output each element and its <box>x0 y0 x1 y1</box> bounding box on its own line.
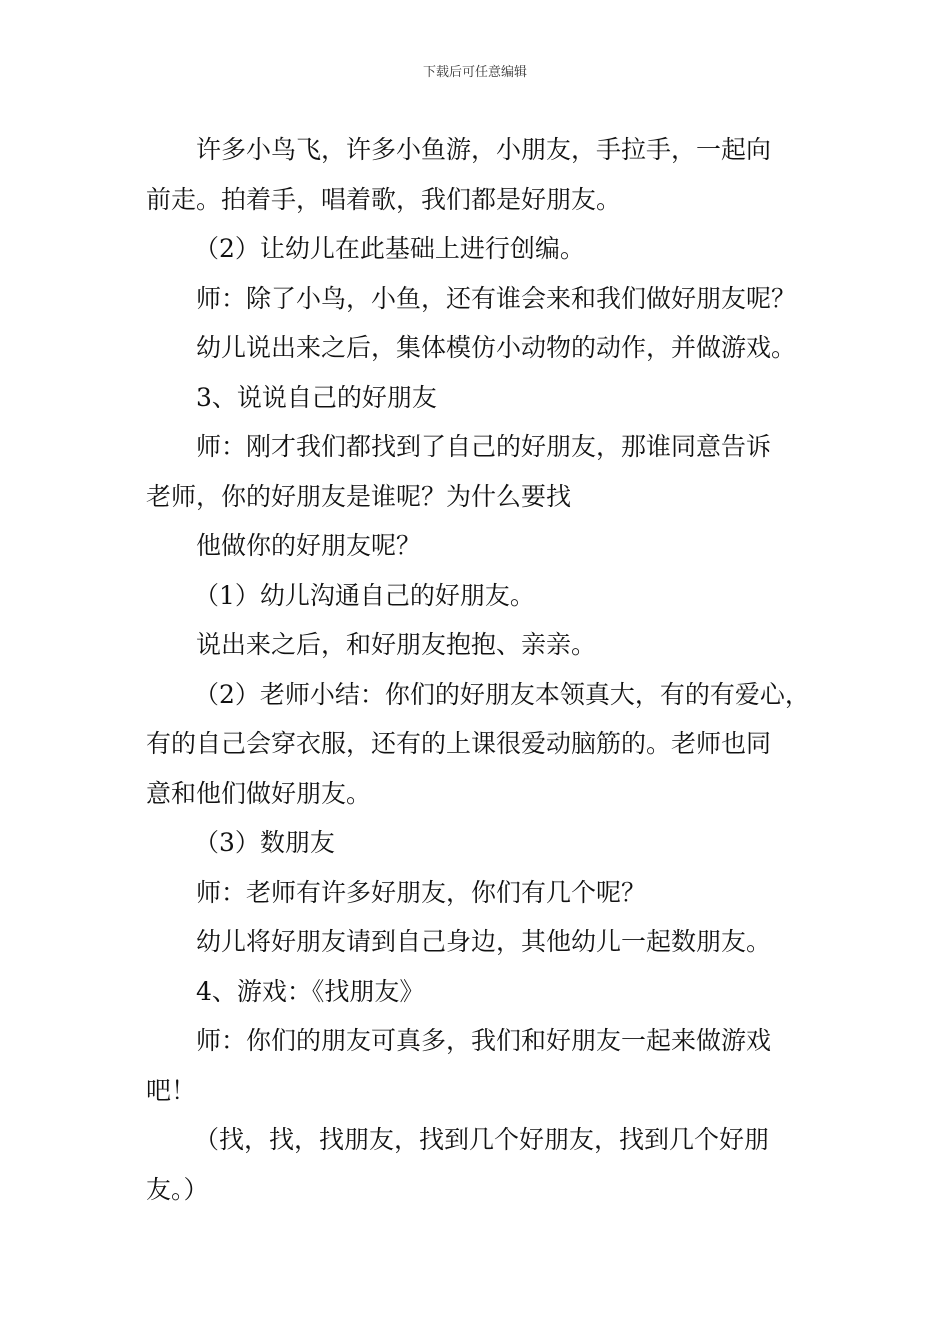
text-line: 许多小鸟飞，许多小鱼游，小朋友，手拉手，一起向 <box>196 135 772 164</box>
text-line: 吧！ <box>146 1075 197 1105</box>
header-note: 下载后可任意编辑 <box>422 65 527 80</box>
text-line: 说出来之后，和好朋友抱抱、亲亲。 <box>196 630 597 659</box>
text-line: （找，找，找朋友，找到几个好朋友，找到几个好朋 <box>194 1125 770 1154</box>
text-line: 师：刚才我们都找到了自己的好朋友，那谁同意告诉 <box>196 432 772 461</box>
text-line: 幼儿将好朋友请到自己身边，其他幼儿一起数朋友。 <box>196 927 772 956</box>
text-line: 有的自己会穿衣服，还有的上课很爱动脑筋的。老师也同 <box>146 729 772 758</box>
text-line: 前走。拍着手，唱着歌，我们都是好朋友。 <box>146 184 622 214</box>
document-body <box>146 125 831 1214</box>
section-heading: 3、说说自己的好朋友 <box>196 382 437 412</box>
section-heading: 4、游戏：《找朋友》 <box>196 976 425 1006</box>
text-line: 意和他们做好朋友。 <box>146 778 372 808</box>
text-line: 师：除了小鸟，小鱼，还有谁会来和我们做好朋友呢？ <box>196 283 797 313</box>
text-line: 他做你的好朋友呢？ <box>196 531 422 560</box>
text-line: （1）幼儿沟通自己的好朋友。 <box>194 580 535 610</box>
text-line: （3）数朋友 <box>194 828 335 857</box>
text-line: 师：老师有许多好朋友，你们有几个呢？ <box>196 877 647 907</box>
text-line: 老师，你的好朋友是谁呢？为什么要找 <box>146 481 572 511</box>
text-line: 友。） <box>146 1174 209 1204</box>
text-line: 师：你们的朋友可真多，我们和好朋友一起来做游戏 <box>196 1026 772 1055</box>
text-line: （2）让幼儿在此基础上进行创编。 <box>194 234 585 263</box>
text-line: 幼儿说出来之后，集体模仿小动物的动作，并做游戏。 <box>196 333 797 362</box>
text-line: （2）老师小结：你们的好朋友本领真大，有的有爱心， <box>194 679 810 709</box>
